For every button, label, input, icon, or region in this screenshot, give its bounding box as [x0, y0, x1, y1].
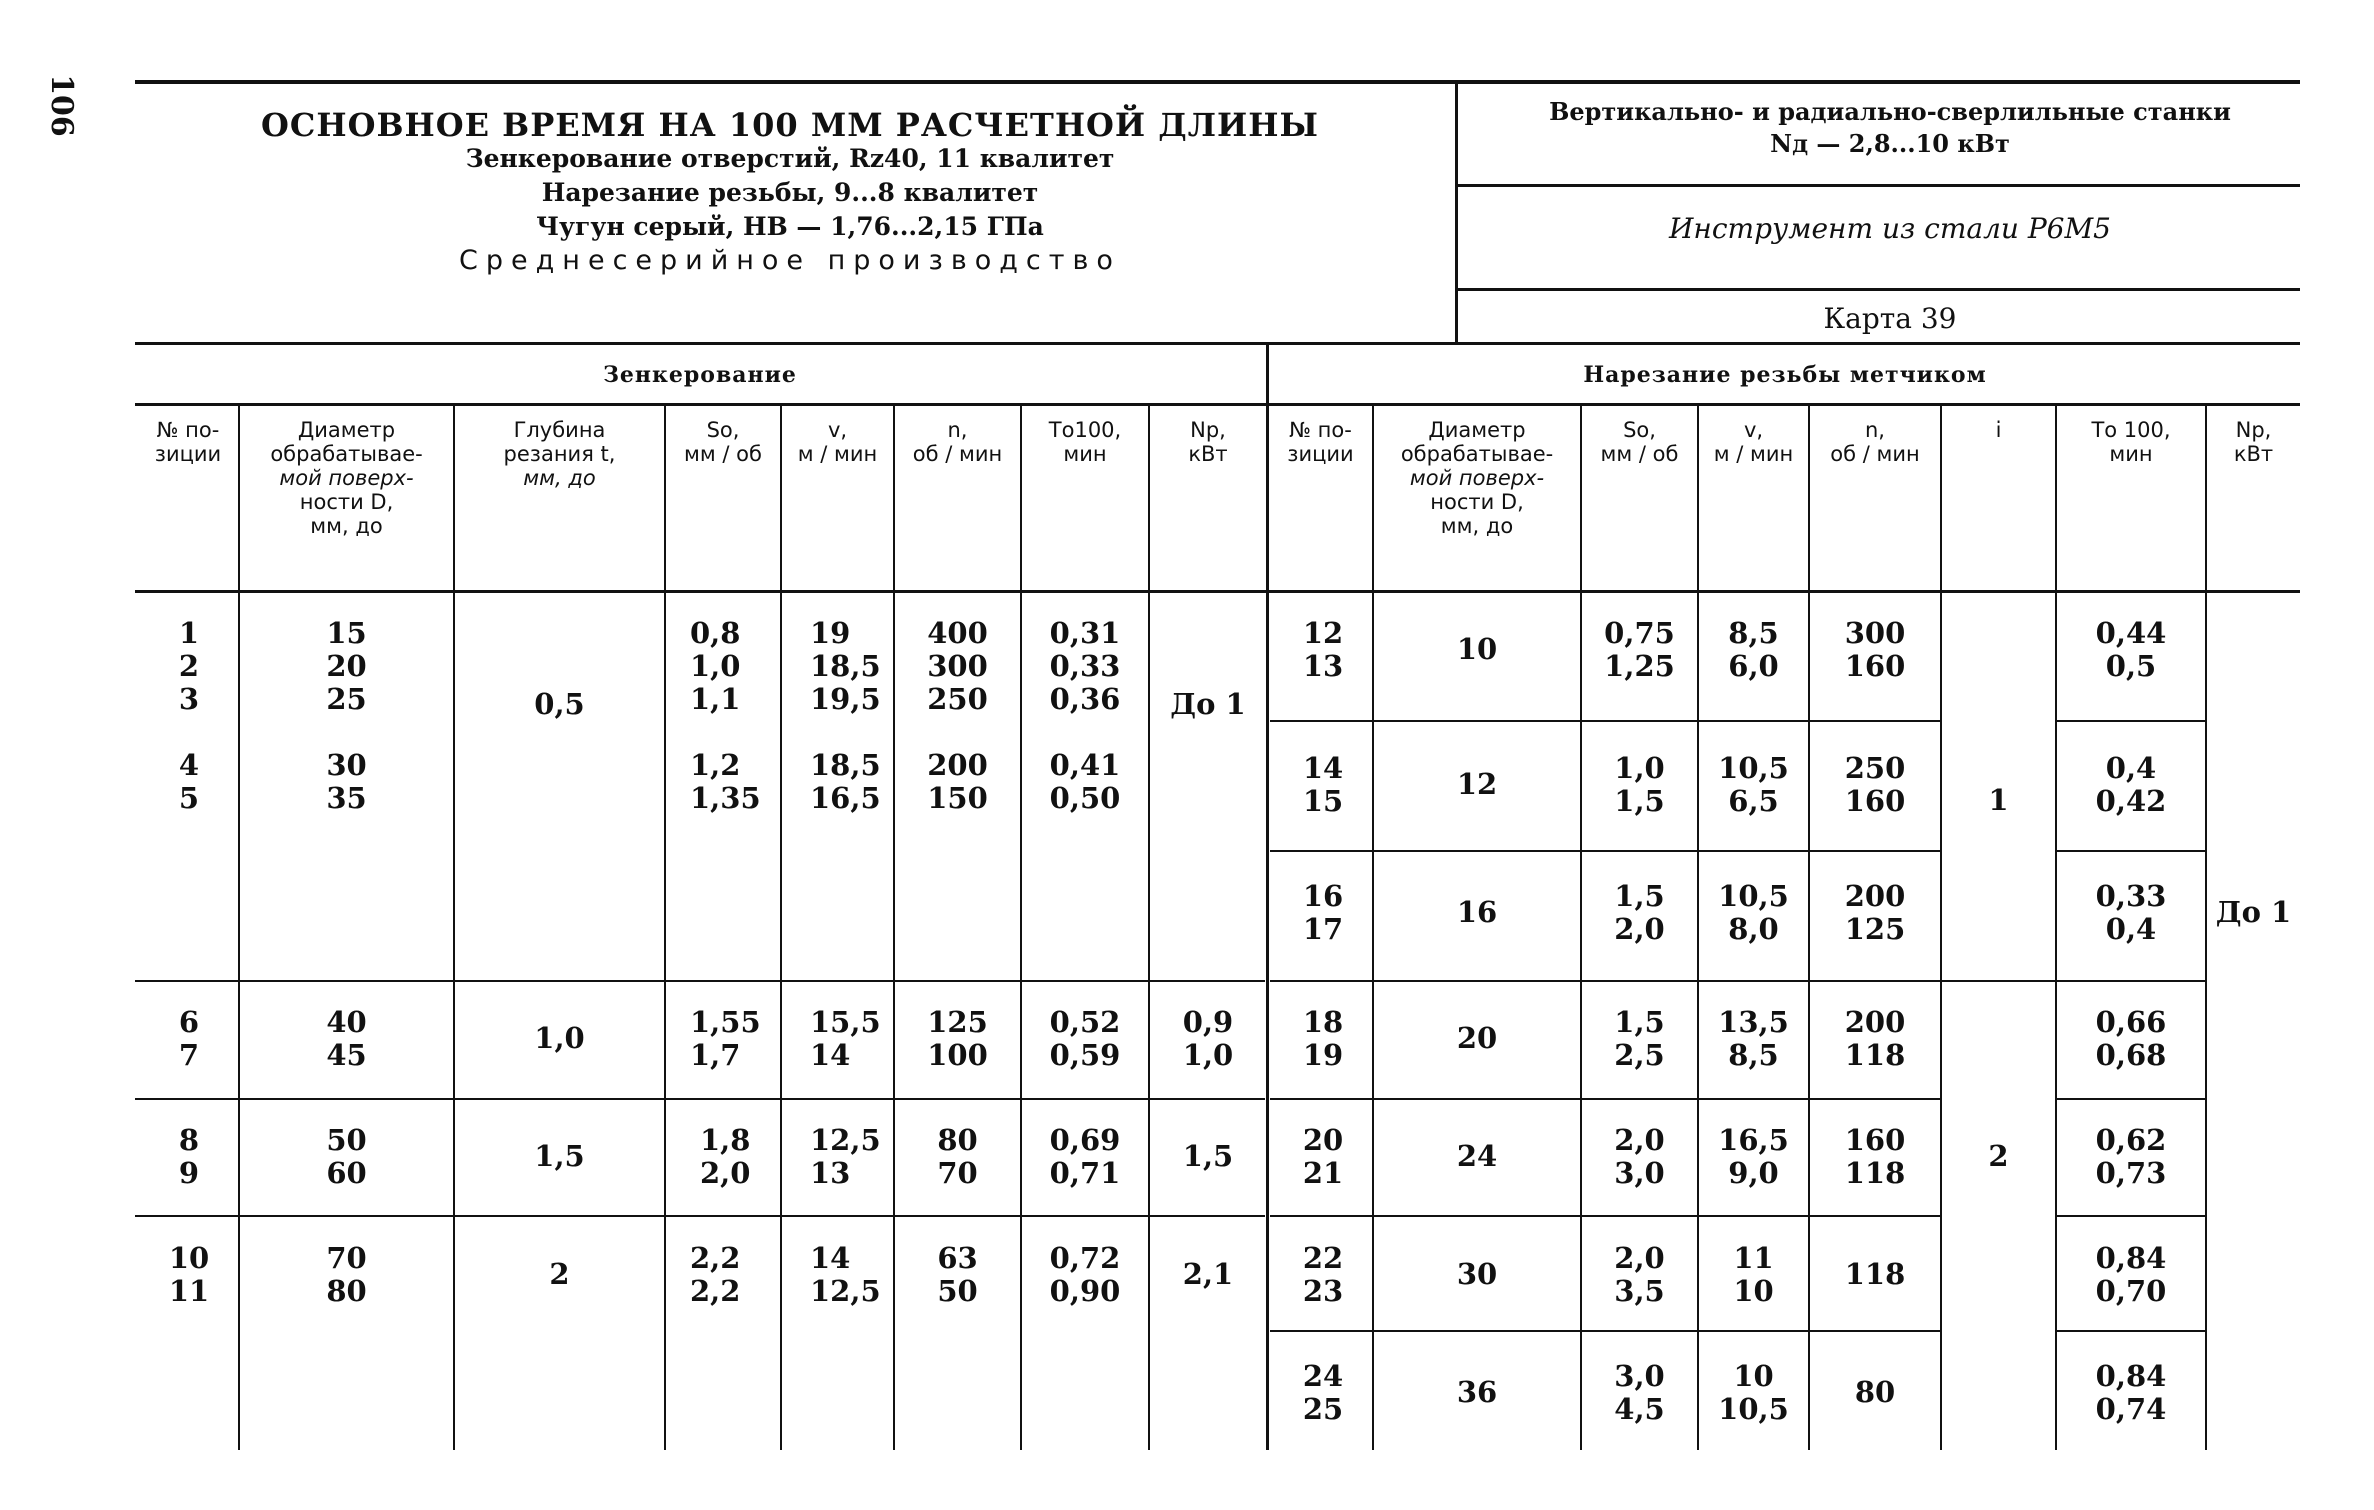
- tap-r5-speed: 11 10: [1733, 1241, 1774, 1308]
- right-row-sep-4b: [2055, 1098, 2205, 1100]
- machine-power: Nд — 2,8...10 кВт: [1770, 129, 2010, 158]
- tap-r1-speed: 10,5 6,5: [1718, 751, 1789, 818]
- cs-g3-rpm: 80 70: [937, 1123, 978, 1190]
- tap-r4-time: 0,62 0,73: [2095, 1123, 2167, 1190]
- header-text: обрабатывае-: [1400, 442, 1554, 466]
- material: Чугун серый, НВ — 1,76...2,15 ГПа: [536, 212, 1044, 241]
- cs-g2-depth: 1,0: [534, 1021, 585, 1055]
- header-text: кВт: [2233, 442, 2274, 466]
- subtitle-countersinking: Зенкерование отверстий, Rz40, 11 квалитет: [465, 144, 1115, 173]
- header-text: мм, до: [1440, 514, 1514, 538]
- tap-col-header-time: [2057, 418, 2205, 466]
- tap-r3-feed: 1,5 2,5: [1614, 1005, 1665, 1072]
- tap-r6-time: 0,84 0,74: [2095, 1359, 2167, 1426]
- tap-r6-speed: 10 10,5: [1718, 1359, 1789, 1426]
- col-header-power: [1150, 418, 1266, 466]
- tap-r1-feed: 1,0 1,5: [1614, 751, 1665, 818]
- col-line-13: [1940, 405, 1942, 1450]
- header-text: То 100,: [2091, 418, 2171, 442]
- cs-g3-speed: 12,5 13: [810, 1123, 881, 1190]
- tap-r5-dia: 30: [1456, 1257, 1498, 1291]
- cs-g4-depth: 2: [549, 1257, 570, 1291]
- right-row-sep-5: [1270, 1215, 1940, 1217]
- cs-g4-speed: 14 12,5: [810, 1241, 881, 1308]
- col-line-3: [664, 405, 666, 1450]
- tap-col-header-passes: [1942, 418, 2055, 442]
- header-text: м / мин: [1713, 442, 1794, 466]
- tap-r5-pos: 22 23: [1302, 1241, 1344, 1308]
- header-text: То100,: [1048, 418, 1122, 442]
- section-tapping: Нарезание резьбы метчиком: [1583, 362, 1987, 388]
- tap-r5-rpm: 118: [1844, 1257, 1906, 1291]
- machine-type: Вертикально- и радиально-сверлильные станки: [1549, 97, 2231, 126]
- cs-g1-dia: 15 20 25 30 35: [326, 616, 367, 815]
- cs-g2-time: 0,52 0,59: [1049, 1005, 1121, 1072]
- right-row-sep-2: [1270, 850, 1940, 852]
- right-row-sep-4: [1270, 1098, 1940, 1100]
- cs-g4-dia: 70 80: [326, 1241, 367, 1308]
- tap-r1-pos: 14 15: [1302, 751, 1344, 818]
- col-header-depth: [455, 418, 664, 490]
- tap-r2-feed: 1,5 2,0: [1614, 879, 1665, 946]
- tool-info: Инструмент из стали Р6М5: [1669, 212, 2111, 245]
- cs-g2-pos: 6 7: [178, 1005, 200, 1072]
- right-row-sep-5b: [2055, 1215, 2205, 1217]
- cs-g3-power: 1,5: [1182, 1139, 1234, 1173]
- tap-passes-group1: 1: [1988, 783, 2009, 817]
- cs-g4-pos: 10 11: [168, 1241, 210, 1308]
- left-row-sep-2: [135, 1098, 1265, 1100]
- left-row-sep-3: [135, 1215, 1265, 1217]
- tap-r6-feed: 3,0 4,5: [1614, 1359, 1665, 1426]
- header-rule-1: [1458, 184, 2300, 187]
- header-text: мм, до: [310, 514, 383, 538]
- col-header-pos: [138, 418, 238, 466]
- cs-g2-rpm: 125 100: [927, 1005, 988, 1072]
- right-row-sep-1: [1270, 720, 1940, 722]
- tap-r0-feed: 0,75 1,25: [1604, 616, 1675, 683]
- header-text: n,: [947, 418, 968, 442]
- cs-g2-dia: 40 45: [326, 1005, 367, 1072]
- header-text: мин: [2109, 442, 2153, 466]
- col-line-7: [1148, 405, 1150, 1450]
- cs-g3-pos: 8 9: [178, 1123, 200, 1190]
- tap-r0-speed: 8,5 6,0: [1728, 616, 1779, 683]
- header-text: Nр,: [2235, 418, 2272, 442]
- tap-r1-time: 0,4 0,42: [2095, 751, 2167, 818]
- col-header-diameter: [240, 418, 453, 538]
- header-text: м / мин: [797, 442, 878, 466]
- cs-g1-time: 0,31 0,33 0,36 0,41 0,50: [1049, 616, 1121, 815]
- section-countersinking: Зенкерование: [603, 362, 797, 388]
- cs-g3-time: 0,69 0,71: [1049, 1123, 1121, 1190]
- tap-passes-group2: 2: [1988, 1139, 2009, 1173]
- cs-g3-feed: 1,8 2,0: [700, 1123, 751, 1190]
- header-text: зиции: [1287, 442, 1354, 466]
- tap-r3-speed: 13,5 8,5: [1718, 1005, 1789, 1072]
- cs-g1-speed: 19 18,5 19,5 18,5 16,5: [810, 616, 881, 815]
- cs-g1-rpm: 400 300 250 200 150: [927, 616, 988, 815]
- cs-g4-power: 2,1: [1182, 1257, 1234, 1291]
- tap-col-header-feed: [1582, 418, 1697, 466]
- cs-g4-rpm: 63 50: [937, 1241, 978, 1308]
- header-text: i: [1995, 418, 2002, 442]
- tap-r0-pos: 12 13: [1302, 616, 1344, 683]
- tap-r3-pos: 18 19: [1302, 1005, 1344, 1072]
- tap-r2-pos: 16 17: [1302, 879, 1344, 946]
- tap-r2-speed: 10,5 8,0: [1718, 879, 1789, 946]
- tap-r5-feed: 2,0 3,5: [1614, 1241, 1665, 1308]
- section-rule: [135, 403, 2300, 406]
- subtitle-threading: Нарезание резьбы, 9...8 квалитет: [541, 178, 1039, 207]
- header-divider: [1455, 80, 1458, 342]
- table-top-border: [135, 342, 2300, 345]
- machine-info: [1460, 96, 2320, 160]
- header-text: Диаметр: [1428, 418, 1526, 442]
- header-text: мм / об: [684, 442, 762, 466]
- tap-r4-dia: 24: [1456, 1139, 1498, 1173]
- tap-col-header-rpm: [1810, 418, 1940, 466]
- cs-g4-time: 0,72 0,90: [1049, 1241, 1121, 1308]
- production-type: Среднесерийное производство: [459, 245, 1121, 276]
- page-title: ОСНОВНОЕ ВРЕМЯ НА 100 ММ РАСЧЕТНОЙ ДЛИНЫ: [261, 106, 1319, 144]
- tap-r2-rpm: 200 125: [1844, 879, 1906, 946]
- left-row-sep-1: [135, 980, 1265, 982]
- tap-col-header-power: [2207, 418, 2300, 466]
- header-text: мой поверх-: [1409, 466, 1545, 490]
- header-text: резания t,: [503, 442, 616, 466]
- tap-r0-time: 0,44 0,5: [2095, 616, 2167, 683]
- cs-g1-feed: 0,8 1,0 1,1 1,2 1,35: [690, 616, 761, 815]
- header-text: зиции: [154, 442, 222, 466]
- header-text: кВт: [1188, 442, 1228, 466]
- col-line-2: [453, 405, 455, 1450]
- col-header-rpm: [895, 418, 1020, 466]
- top-border: [135, 80, 2300, 84]
- tap-col-header-speed: [1699, 418, 1808, 466]
- header-text: обрабатывае-: [270, 442, 423, 466]
- tap-r0-dia: 10: [1456, 632, 1498, 666]
- header-text: об / мин: [1830, 442, 1920, 466]
- tap-r1-dia: 12: [1456, 767, 1498, 801]
- header-bottom-rule: [135, 590, 2300, 593]
- cs-g4-feed: 2,2 2,2: [690, 1241, 741, 1308]
- cs-g2-speed: 15,5 14: [810, 1005, 881, 1072]
- cs-g3-dia: 50 60: [326, 1123, 367, 1190]
- tap-r2-dia: 16: [1456, 895, 1498, 929]
- col-header-speed: [782, 418, 893, 466]
- tap-r2-time: 0,33 0,4: [2095, 879, 2167, 946]
- header-text: So,: [706, 418, 740, 442]
- header-text: Глубина: [513, 418, 606, 442]
- header-text: So,: [1623, 418, 1656, 442]
- tap-r4-speed: 16,5 9,0: [1718, 1123, 1789, 1190]
- tap-r4-pos: 20 21: [1302, 1123, 1344, 1190]
- header-text: мин: [1063, 442, 1107, 466]
- tap-r5-time: 0,84 0,70: [2095, 1241, 2167, 1308]
- col-header-time: [1022, 418, 1148, 466]
- header-text: Диаметр: [297, 418, 396, 442]
- header-text: об / мин: [912, 442, 1003, 466]
- header-rule-2: [1458, 288, 2300, 291]
- header-text: ности D,: [299, 490, 394, 514]
- header-text: № по-: [156, 418, 220, 442]
- tap-r3-dia: 20: [1456, 1021, 1498, 1055]
- tap-power-all: До 1: [2215, 895, 2292, 929]
- header-text: v,: [1743, 418, 1764, 442]
- tap-r6-dia: 36: [1456, 1375, 1498, 1409]
- right-row-sep-3: [1270, 980, 2205, 982]
- col-line-4: [780, 405, 782, 1450]
- tap-r3-time: 0,66 0,68: [2095, 1005, 2167, 1072]
- header-text: мой поверх-: [279, 466, 414, 490]
- tap-r6-pos: 24 25: [1302, 1359, 1344, 1426]
- card-number: Карта 39: [1823, 302, 1957, 335]
- right-row-sep-6: [1270, 1330, 1940, 1332]
- page-number: 106: [43, 74, 79, 137]
- header-text: v,: [827, 418, 848, 442]
- right-row-sep-1b: [2055, 720, 2205, 722]
- tap-col-header-diameter: [1374, 418, 1580, 538]
- header-text: мм, до: [523, 466, 596, 490]
- cs-g3-depth: 1,5: [534, 1139, 585, 1173]
- tap-r3-rpm: 200 118: [1844, 1005, 1906, 1072]
- tap-col-header-pos: [1269, 418, 1372, 466]
- header-text: № по-: [1289, 418, 1352, 442]
- right-row-sep-6b: [2055, 1330, 2205, 1332]
- tap-r4-feed: 2,0 3,0: [1614, 1123, 1665, 1190]
- header-text: мм / об: [1600, 442, 1679, 466]
- title-block: [140, 108, 1440, 278]
- cs-g2-feed: 1,55 1,7: [690, 1005, 761, 1072]
- cs-g1-power: До 1: [1170, 687, 1246, 721]
- cs-g1-pos: 1 2 3 4 5: [178, 616, 200, 815]
- header-text: n,: [1865, 418, 1885, 442]
- cs-g2-power: 0,9 1,0: [1182, 1005, 1234, 1072]
- cs-g1-depth: 0,5: [534, 687, 585, 721]
- tap-r0-rpm: 300 160: [1844, 616, 1906, 683]
- col-header-feed: [666, 418, 780, 466]
- tap-r4-rpm: 160 118: [1844, 1123, 1906, 1190]
- tap-r6-rpm: 80: [1854, 1375, 1896, 1409]
- right-row-sep-2b: [2055, 850, 2205, 852]
- section-divider: [1266, 345, 1269, 1450]
- tap-r1-rpm: 250 160: [1844, 751, 1906, 818]
- header-text: Nр,: [1190, 418, 1226, 442]
- header-text: ности D,: [1430, 490, 1524, 514]
